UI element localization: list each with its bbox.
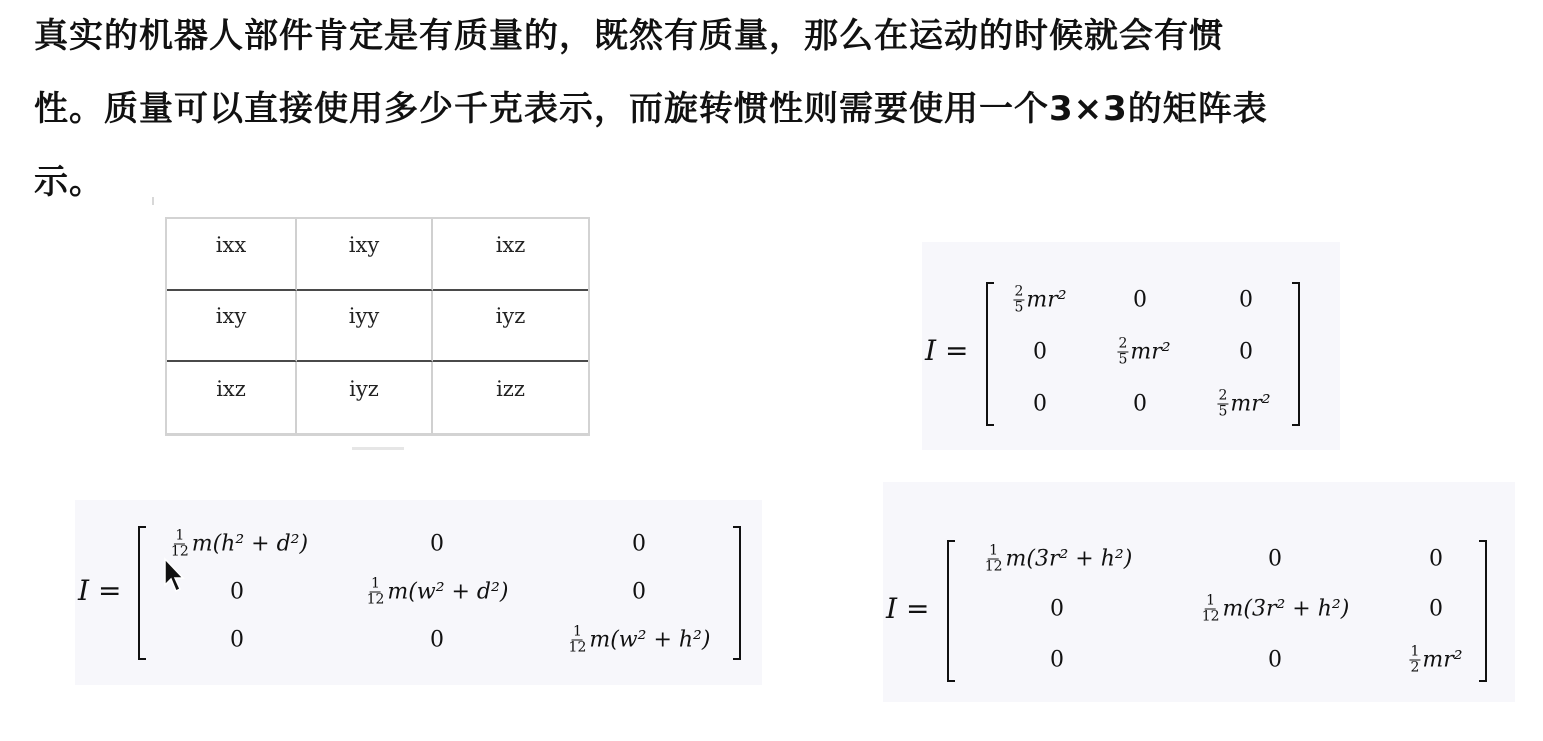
matrix-entry <box>170 529 308 560</box>
matrix-entry: 0 <box>1033 391 1047 417</box>
frac-den: 12 <box>170 543 189 560</box>
entry-expr: mr² <box>1026 287 1067 313</box>
matrix-entry: 0 <box>430 627 444 653</box>
table-cell: ixy <box>297 219 433 291</box>
frac-den: 5 <box>1118 351 1128 368</box>
frac-num: 1 <box>1410 643 1420 660</box>
matrix-entry <box>1217 389 1270 420</box>
table-scroll-indicator <box>352 447 404 450</box>
frac-num: 1 <box>989 542 999 559</box>
matrix-entry <box>1013 285 1066 316</box>
frac-num: 2 <box>1014 283 1024 300</box>
matrix-entry <box>984 544 1133 575</box>
frac-num: 1 <box>572 623 582 640</box>
table-cell: ixy <box>167 291 297 363</box>
table-cell: ixz <box>433 219 588 291</box>
matrix-entry: 0 <box>1429 546 1443 572</box>
matrix-entry: 0 <box>1133 391 1147 417</box>
right-bracket <box>1292 282 1300 426</box>
matrix-entry: 0 <box>1050 647 1064 673</box>
matrix-entry: 0 <box>1268 647 1282 673</box>
mouse-pointer-icon <box>163 557 187 597</box>
matrix-entry: 0 <box>1429 596 1443 622</box>
matrix-entry <box>366 577 509 608</box>
matrix-entry: 0 <box>1133 287 1147 313</box>
frac-den: 12 <box>1201 608 1220 625</box>
intro-paragraph <box>34 0 1504 219</box>
matrix-entry <box>568 625 711 656</box>
entry-expr: m(3r² + h²) <box>1005 546 1133 572</box>
entry-expr: mr² <box>1230 391 1271 417</box>
matrix-entry: 0 <box>230 579 244 605</box>
right-bracket <box>733 526 741 660</box>
left-bracket <box>947 540 955 682</box>
matrix-entry: 0 <box>632 531 646 557</box>
matrix-lhs: I = <box>886 592 930 625</box>
right-bracket <box>1479 540 1487 682</box>
table-cell: ixz <box>167 362 297 434</box>
frac-num: 1 <box>371 575 380 592</box>
frac-den: 5 <box>1014 299 1024 316</box>
frac-den: 12 <box>568 639 587 656</box>
entry-expr: m(w² + d²) <box>387 579 509 605</box>
frac-num: 1 <box>1206 592 1216 609</box>
entry-expr: m(h² + d²) <box>191 531 309 557</box>
frac-den: 5 <box>1218 403 1228 420</box>
frac-num: 1 <box>175 527 185 544</box>
matrix-entry <box>1409 645 1462 676</box>
table-cell: iyz <box>297 362 433 434</box>
table-cell: iyy <box>297 291 433 363</box>
frac-den: 12 <box>366 591 385 608</box>
entry-expr: mr² <box>1422 647 1463 673</box>
entry-expr: m(3r² + h²) <box>1222 596 1350 622</box>
frac-num: 2 <box>1118 335 1128 352</box>
matrix-entry <box>1201 594 1350 625</box>
sphere-inertia-matrix <box>922 242 1340 450</box>
matrix-entry: 0 <box>1033 339 1047 365</box>
table-cell: iyz <box>433 291 588 363</box>
matrix-entry: 0 <box>1239 287 1253 313</box>
paragraph-line-2: 性。质量可以直接使用多少千克表示，而旋转惯性则需要使用一个3×3的矩阵表 <box>34 89 1268 129</box>
paragraph-line-1: 真实的机器人部件肯定是有质量的，既然有质量，那么在运动的时候就会有惯 <box>34 16 1224 56</box>
matrix-entry: 0 <box>632 579 646 605</box>
matrix-entry: 0 <box>230 627 244 653</box>
left-bracket <box>138 526 146 660</box>
table-cell: izz <box>433 362 588 434</box>
matrix-entry: 0 <box>1050 596 1064 622</box>
frac-num: 2 <box>1218 387 1228 404</box>
matrix-entry: 0 <box>430 531 444 557</box>
entry-expr: mr² <box>1130 339 1171 365</box>
paragraph-line-3: 示。 <box>34 162 104 202</box>
matrix-entry: 0 <box>1239 339 1253 365</box>
matrix-entry <box>1117 337 1170 368</box>
frac-den: 12 <box>984 558 1003 575</box>
frac-den: 2 <box>1410 659 1420 676</box>
entry-expr: m(w² + h²) <box>589 627 711 653</box>
left-bracket <box>986 282 994 426</box>
matrix-lhs: I = <box>925 334 969 367</box>
table-cell: ixx <box>167 219 297 291</box>
cylinder-inertia-matrix <box>883 482 1515 702</box>
matrix-entry: 0 <box>1268 546 1282 572</box>
image-corner-mark <box>152 197 154 205</box>
matrix-lhs: I = <box>78 574 122 607</box>
inertia-table <box>165 217 590 436</box>
